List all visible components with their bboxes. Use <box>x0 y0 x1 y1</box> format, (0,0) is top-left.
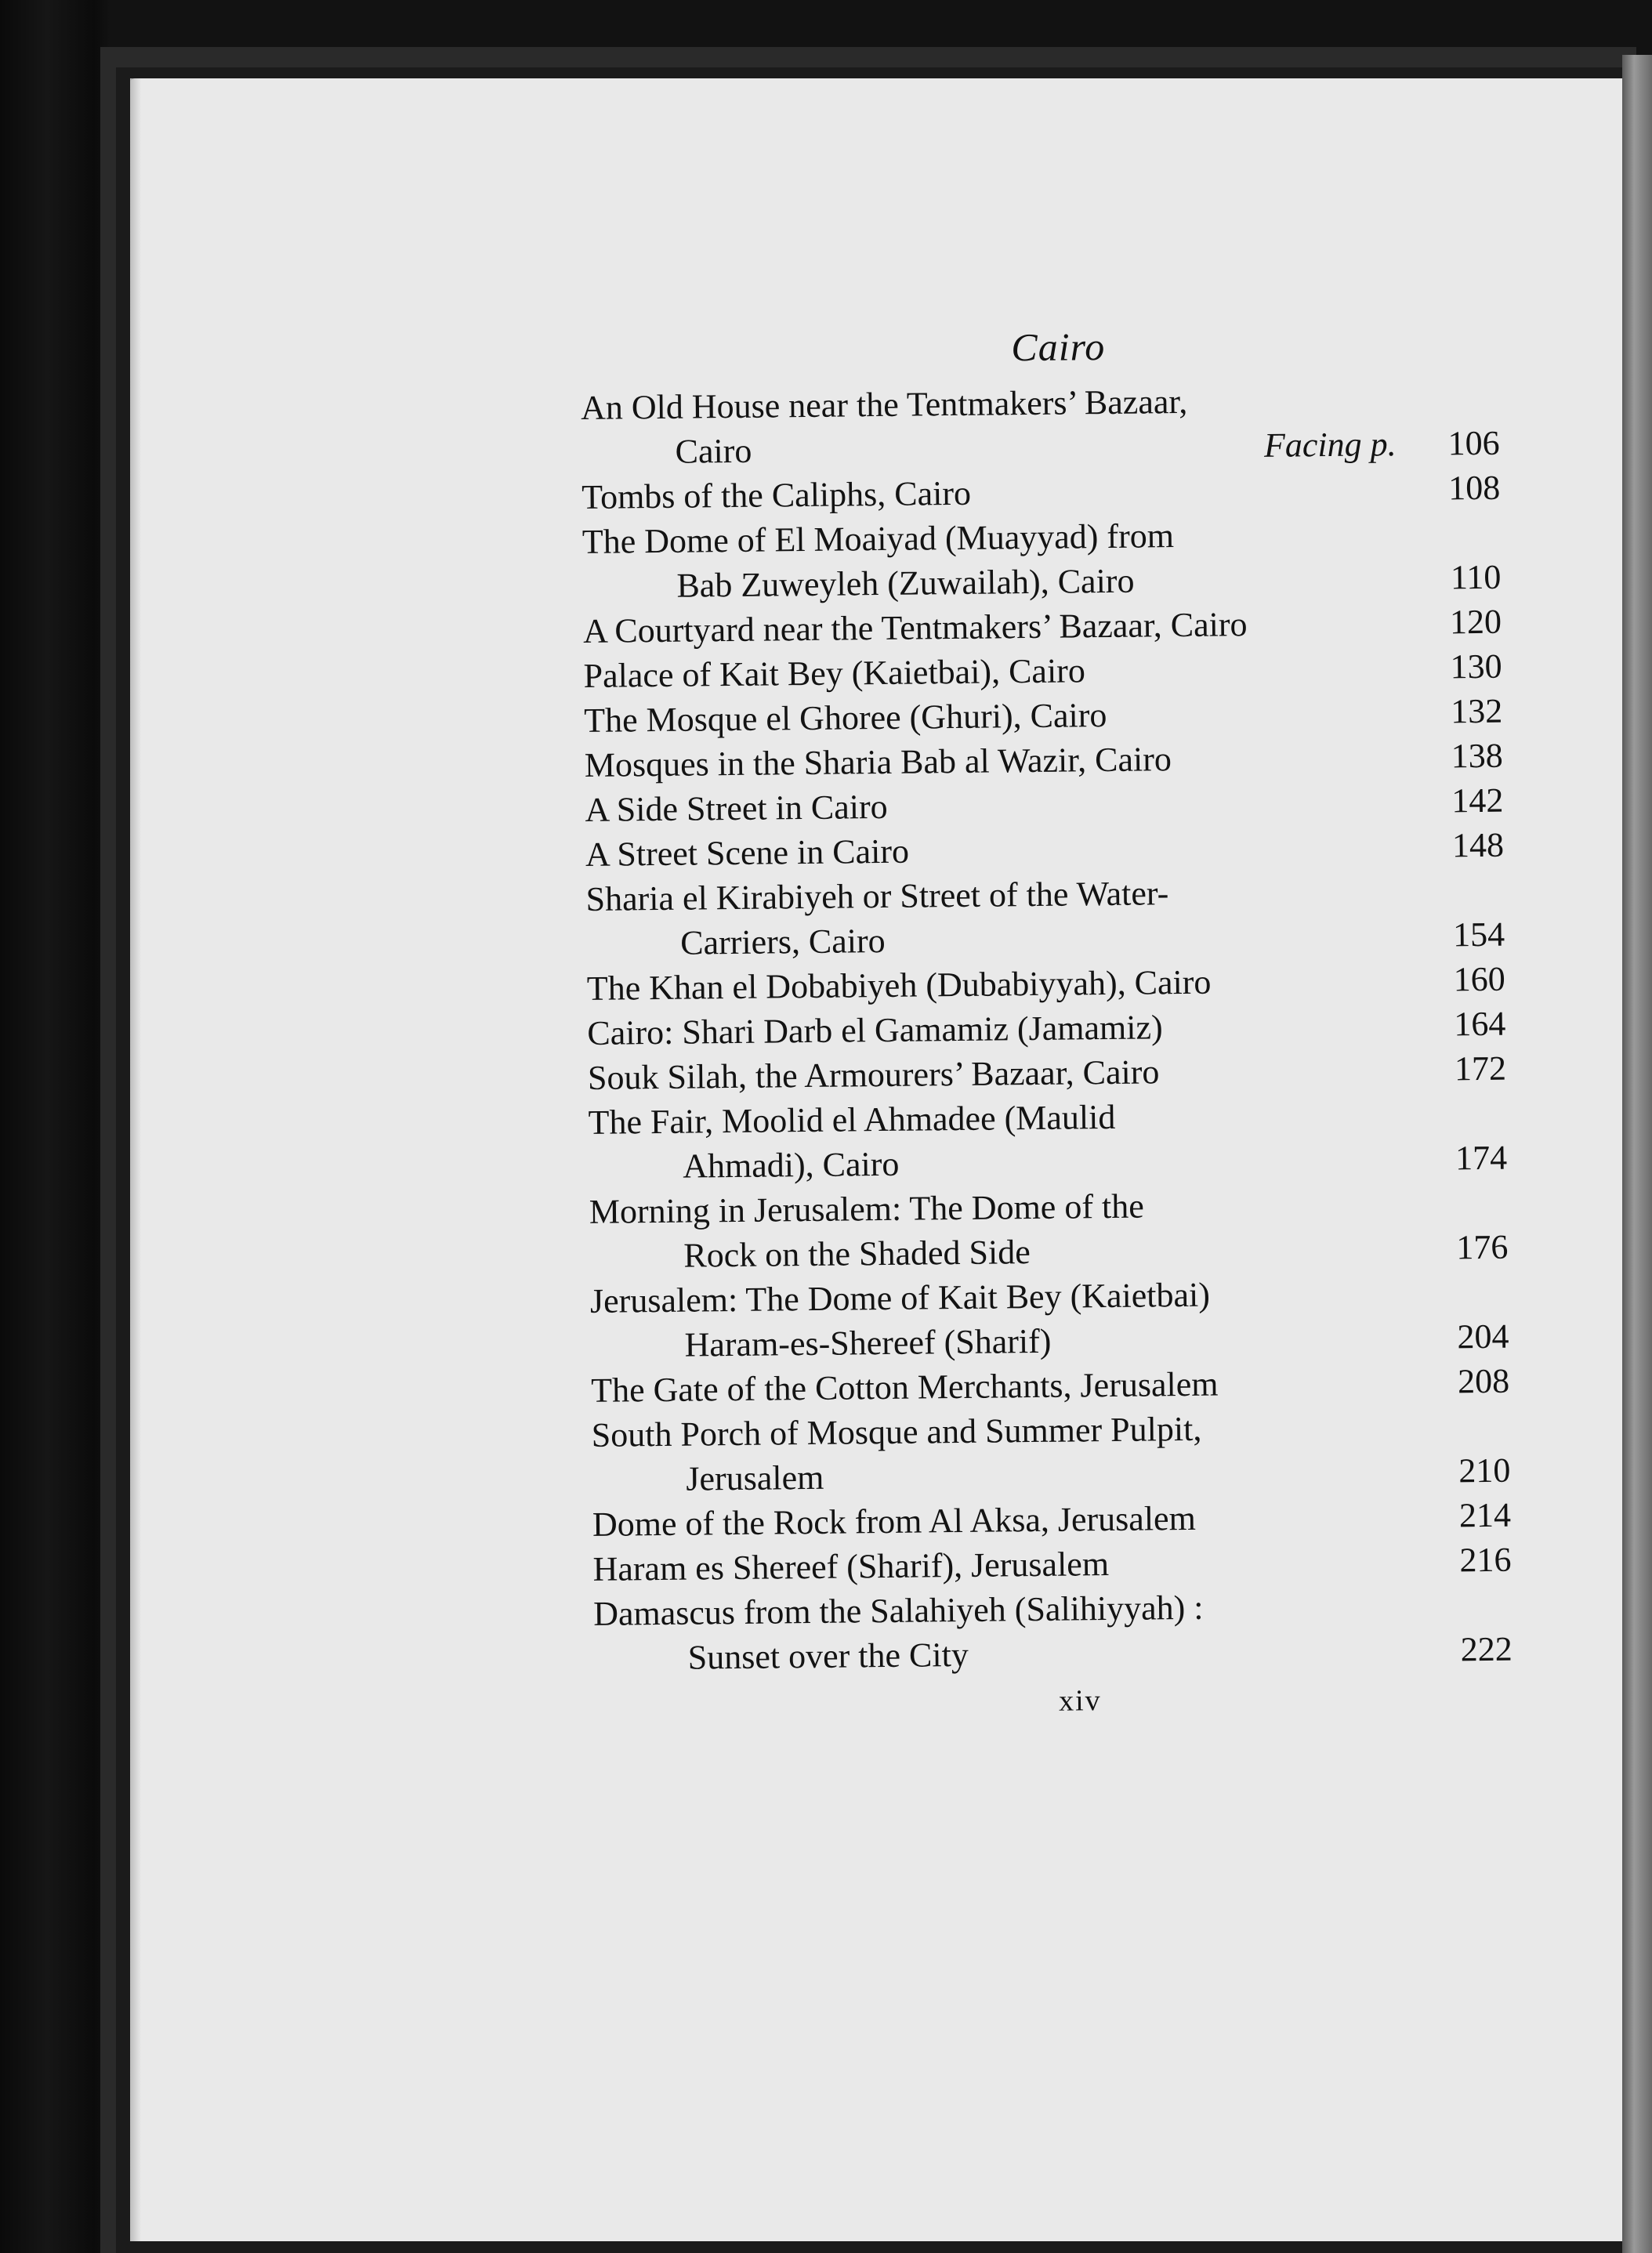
list-entry <box>589 1180 1514 1279</box>
list-entry <box>588 1091 1513 1190</box>
entry-page-number: 214 <box>1458 1495 1512 1535</box>
entry-title-continuation: Haram-es-Shereef (Sharif) <box>684 1321 1052 1364</box>
entry-title-line: The Khan el Dobabiyeh (Dubabiyyah), Cairo <box>586 962 1212 1008</box>
entry-title-continuation: Bab Zuweyleh (Zuwailah), Cairo <box>676 561 1135 605</box>
entry-page-number: 172 <box>1454 1049 1507 1088</box>
entry-title-line: South Porch of Mosque and Summer Pulpit, <box>591 1409 1202 1454</box>
entry-page-number: 210 <box>1458 1451 1511 1491</box>
entry-title <box>590 1270 1406 1368</box>
entry-title-line: Palace of Kait Bey (Kaietbai), Cairo <box>583 651 1086 695</box>
section-heading: Cairo <box>1011 324 1106 370</box>
entry-title <box>589 1181 1404 1279</box>
entry-title-line: Sharia el Kirabiyeh or Street of the Water- <box>585 874 1169 918</box>
entries-list <box>581 376 1519 1681</box>
entry-title-line: An Old House near the Tentmakers’ Bazaar, <box>580 382 1188 427</box>
entry-title-continuation: Cairo <box>675 431 752 471</box>
entry-title-continuation: Jerusalem <box>686 1458 824 1498</box>
entry-title-line: The Gate of the Cotton Merchants, Jerusalem <box>590 1364 1219 1410</box>
entry-title-line: Cairo: Shari Darb el Gamamiz (Jamamiz) <box>587 1008 1163 1052</box>
list-entry <box>591 1404 1516 1502</box>
entry-page-number: 160 <box>1453 959 1506 999</box>
entry-page-number: 132 <box>1450 691 1503 731</box>
entry-page-number: 154 <box>1452 915 1505 954</box>
entry-title <box>591 1404 1407 1502</box>
entry-title-line: Jerusalem: The Dome of Kait Bey (Kaietbai) <box>589 1275 1211 1320</box>
entry-page-number: 208 <box>1457 1361 1510 1401</box>
entry-title <box>588 1092 1404 1190</box>
entry-title-line: Morning in Jerusalem: The Dome of the <box>589 1186 1144 1231</box>
entry-page-number: 142 <box>1451 781 1504 820</box>
entry-page-number: 174 <box>1455 1138 1508 1178</box>
entry-title-continuation: Ahmadi), Cairo <box>682 1144 900 1186</box>
folio-number: xiv <box>1058 1684 1102 1718</box>
entry-title-line: Haram es Shereef (Sharif), Jerusalem <box>592 1545 1110 1588</box>
page-gutter-shadow <box>130 78 141 2241</box>
entry-title-line: A Side Street in Cairo <box>585 787 888 829</box>
page-edge-strip <box>1622 55 1652 2253</box>
list-entry <box>593 1582 1519 1681</box>
entry-title-continuation: Rock on the Shaded Side <box>683 1233 1031 1275</box>
entry-page-number: 164 <box>1454 1004 1506 1044</box>
entry-title-line: The Fair, Moolid el Ahmadee (Maulid <box>588 1097 1116 1142</box>
entry-page-number: 204 <box>1457 1317 1509 1357</box>
entry-title-continuation: Carriers, Cairo <box>679 921 886 962</box>
list-entry <box>590 1270 1516 1368</box>
list-entry <box>582 510 1508 609</box>
entry-page-number: 148 <box>1451 825 1505 865</box>
entry-title-line: Souk Silah, the Armourers’ Bazaar, Cairo <box>587 1052 1160 1097</box>
entry-title-line: The Mosque el Ghoree (Ghuri), Cairo <box>583 695 1107 740</box>
entry-page-number: 130 <box>1450 647 1502 686</box>
entry-title-line: Mosques in the Sharia Bab al Wazir, Cairo <box>584 740 1172 784</box>
entry-title-line: A Courtyard near the Tentmakers’ Bazaar, Cairo <box>582 605 1248 650</box>
entry-page-number: 110 <box>1450 557 1502 597</box>
entry-title <box>585 868 1401 966</box>
entry-title <box>582 511 1398 609</box>
entry-title-continuation: Sunset over the City <box>687 1635 969 1677</box>
list-entry <box>585 868 1511 966</box>
entry-title-line: The Dome of El Moaiyad (Muayyad) from <box>581 516 1175 561</box>
entry-page-number: 216 <box>1459 1540 1512 1580</box>
entry-page-number: 138 <box>1451 736 1504 776</box>
entry-title-line: Dome of the Rock from Al Aksa, Jerusalem <box>592 1498 1197 1544</box>
entry-title-line: A Street Scene in Cairo <box>585 831 910 874</box>
entry-page-number: 106 <box>1447 423 1500 463</box>
list-entry <box>581 376 1506 475</box>
facing-label: Facing p. <box>1263 425 1397 465</box>
entry-title-line: Damascus from the Salahiyeh (Salihiyyah) : <box>592 1588 1204 1633</box>
entry-title-line: Tombs of the Caliphs, Cairo <box>581 473 972 516</box>
entry-title <box>593 1583 1409 1681</box>
entry-page-number: 120 <box>1449 602 1502 642</box>
entry-page-number: 176 <box>1456 1227 1509 1267</box>
entry-page-number: 108 <box>1447 468 1501 508</box>
list-of-illustrations <box>580 320 1520 1723</box>
entry-page-number: 222 <box>1460 1629 1513 1669</box>
